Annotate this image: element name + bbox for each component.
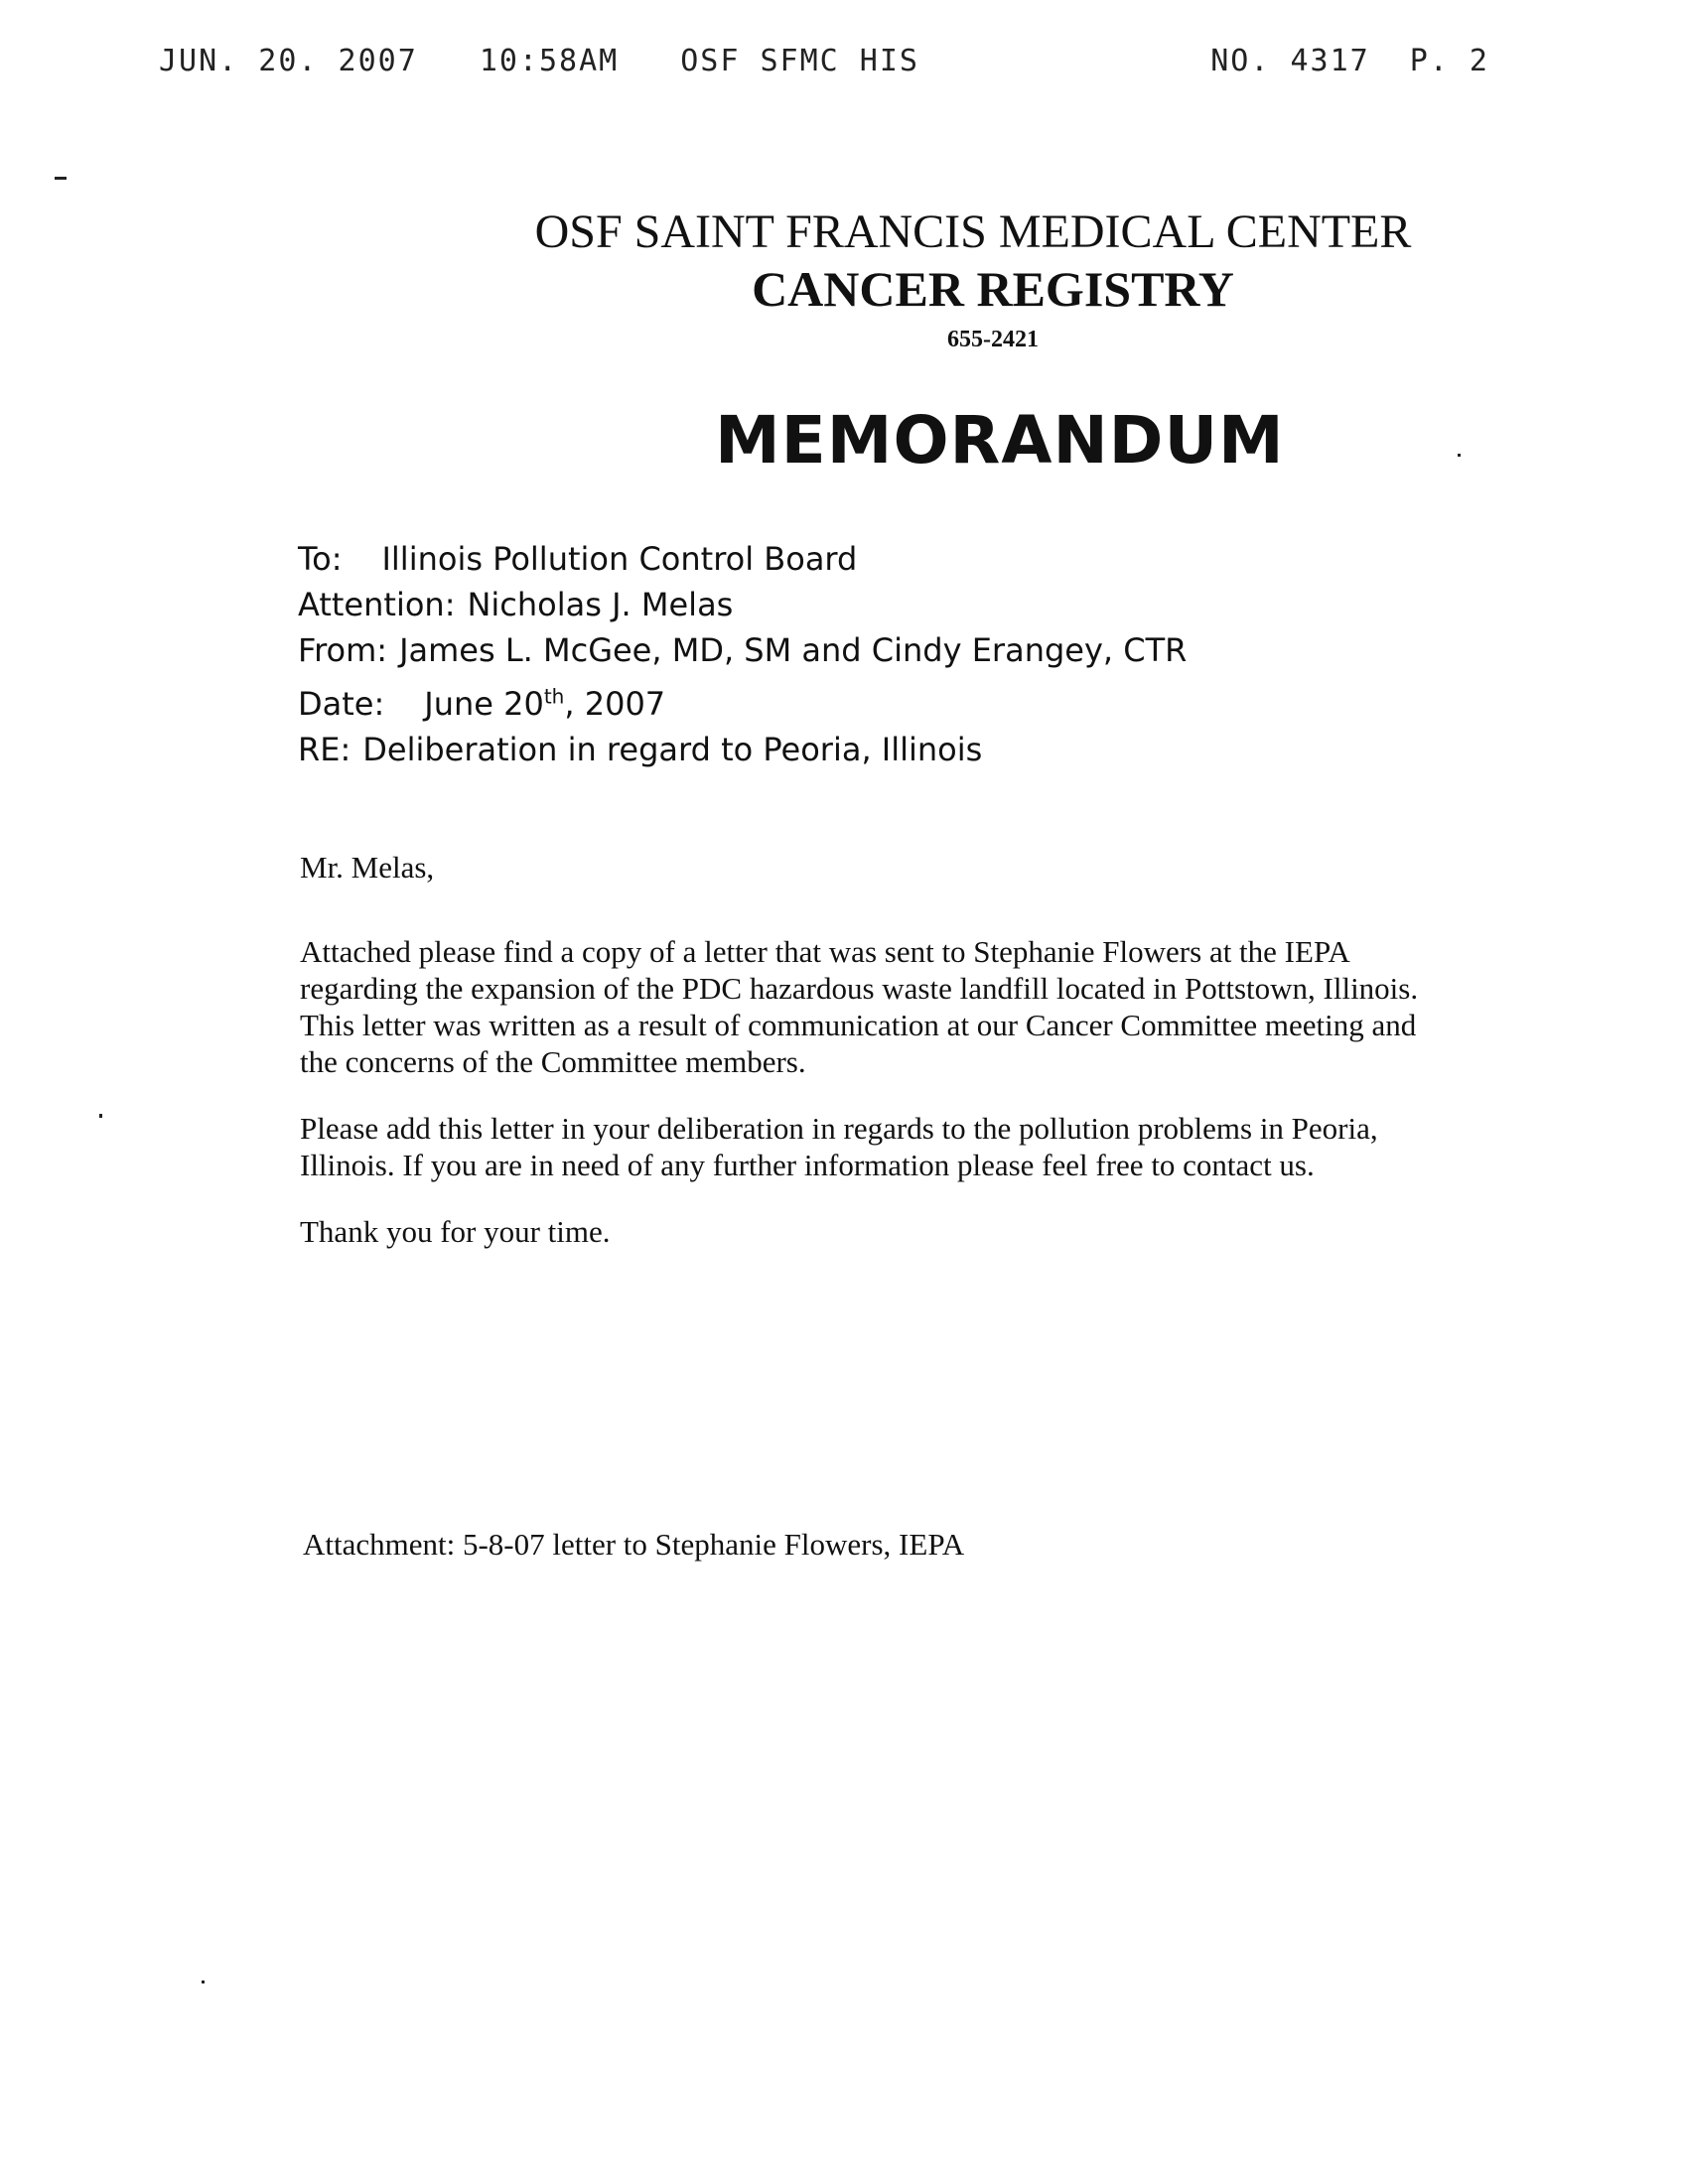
- memo-re-row: [298, 727, 1291, 772]
- fax-date: JUN. 20. 2007: [159, 44, 418, 78]
- attachment-value: 5-8-07 letter to Stephanie Flowers, IEPA: [462, 1527, 965, 1562]
- fax-header: [159, 44, 1489, 87]
- date-label: Date:: [298, 684, 385, 723]
- date-value-prefix: June 20: [424, 684, 544, 723]
- memo-date-row: [298, 673, 1291, 727]
- date-value-superscript: th: [543, 684, 565, 708]
- body-paragraph-2: Please add this letter in your deliberation in regards to the pollution problems in Peoria, Illinois. If you are in need of any further information please feel free to contact us.: [300, 1111, 1378, 1182]
- department-name: CANCER REGISTRY: [752, 261, 1234, 317]
- memo-to-row: [298, 536, 1291, 582]
- re-label: RE:: [298, 730, 351, 768]
- letterhead: [496, 204, 1450, 353]
- fax-header-left: [159, 44, 981, 78]
- phone-number: 655-2421: [947, 327, 1039, 352]
- scan-speck: [202, 1980, 205, 1983]
- to-label: To:: [298, 540, 343, 578]
- date-value-suffix: , 2007: [564, 684, 666, 723]
- from-label: From:: [298, 631, 388, 669]
- from-value: James L. McGee, MD, SM and Cindy Erangey, CTR: [399, 631, 1188, 669]
- fax-page: P. 2: [1409, 44, 1489, 78]
- memo-from-row: [298, 627, 1291, 673]
- body-paragraph-1: Attached please find a copy of a letter that was sent to Stephanie Flowers at the IEPA regarding the expansion of the PDC hazardous waste landfill located in Pottstown, Illinois. This letter was written as a result of communication at our Cancer Committee meeting and the concerns of the Committee members.: [300, 934, 1419, 1079]
- memo-attention-row: [298, 582, 1291, 627]
- re-value: Deliberation in regard to Peoria, Illinois: [362, 730, 983, 768]
- attention-label: Attention:: [298, 586, 456, 623]
- attention-value: Nicholas J. Melas: [467, 586, 734, 623]
- salutation: Mr. Melas,: [300, 850, 435, 885]
- attachment-line: [303, 1527, 964, 1563]
- memo-title: MEMORANDUM: [715, 402, 1285, 478]
- fax-number: NO. 4317: [1210, 44, 1370, 78]
- fax-header-right: [1171, 44, 1489, 78]
- to-value: Illinois Pollution Control Board: [381, 540, 858, 578]
- scan-speck: [1458, 454, 1461, 457]
- memo-fields: [298, 536, 1291, 772]
- date-value: [424, 685, 665, 723]
- fax-sender: OSF SFMC HIS: [680, 44, 919, 78]
- organization-name: OSF SAINT FRANCIS MEDICAL CENTER: [534, 205, 1412, 258]
- closing-line: Thank you for your time.: [300, 1214, 611, 1249]
- scan-speck: [55, 177, 67, 180]
- scan-speck: [99, 1114, 102, 1118]
- attachment-label: Attachment:: [303, 1527, 456, 1562]
- fax-time: 10:58AM: [479, 44, 620, 78]
- memo-body: [300, 849, 1452, 1250]
